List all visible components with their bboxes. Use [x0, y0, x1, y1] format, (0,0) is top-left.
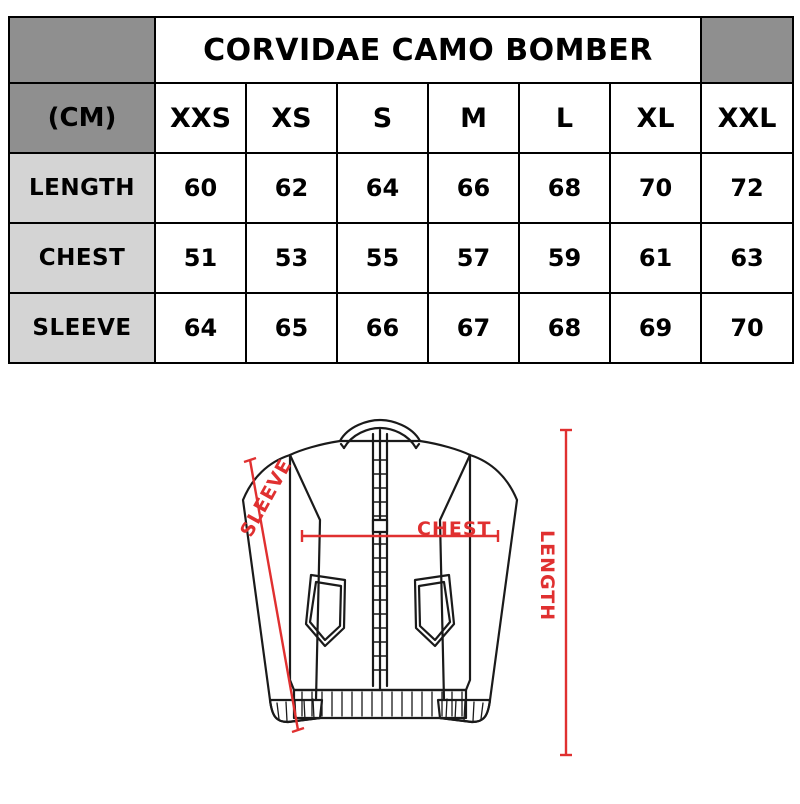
size-header-s: S: [337, 83, 428, 153]
measure-label-sleeve: SLEEVE: [236, 455, 297, 541]
cell-length-xl: 70: [610, 153, 701, 223]
cell-length-l: 68: [519, 153, 610, 223]
cell-chest-xxl: 63: [701, 223, 793, 293]
size-header-l: L: [519, 83, 610, 153]
cell-chest-xs: 53: [246, 223, 337, 293]
size-header-xxs: XXS: [155, 83, 246, 153]
row-label-length: LENGTH: [9, 153, 155, 223]
cell-chest-m: 57: [428, 223, 519, 293]
title-right-filler: [701, 17, 793, 83]
unit-label: (CM): [9, 83, 155, 153]
size-header-m: M: [428, 83, 519, 153]
cell-chest-xxs: 51: [155, 223, 246, 293]
measure-label-length: LENGTH: [536, 530, 558, 622]
cell-chest-xl: 61: [610, 223, 701, 293]
cell-sleeve-m: 67: [428, 293, 519, 363]
cell-sleeve-xxl: 70: [701, 293, 793, 363]
row-label-sleeve: SLEEVE: [9, 293, 155, 363]
size-chart-table-wrap: [8, 16, 792, 364]
row-label-chest: CHEST: [9, 223, 155, 293]
title-left-filler: [9, 17, 155, 83]
size-header-xxl: XXL: [701, 83, 793, 153]
cell-length-s: 64: [337, 153, 428, 223]
cell-sleeve-xl: 69: [610, 293, 701, 363]
cell-sleeve-l: 68: [519, 293, 610, 363]
cell-sleeve-xs: 65: [246, 293, 337, 363]
page-title: CORVIDAE CAMO BOMBER: [155, 17, 701, 83]
cell-length-m: 66: [428, 153, 519, 223]
jacket-illustration: [0, 400, 800, 800]
cell-chest-l: 59: [519, 223, 610, 293]
measure-label-chest: CHEST: [417, 518, 492, 540]
size-header-row: [9, 83, 793, 153]
bomber-jacket-icon: [0, 400, 800, 800]
cell-length-xxs: 60: [155, 153, 246, 223]
table-row: [9, 223, 793, 293]
cell-length-xxl: 72: [701, 153, 793, 223]
size-header-xs: XS: [246, 83, 337, 153]
cell-length-xs: 62: [246, 153, 337, 223]
cell-sleeve-xxs: 64: [155, 293, 246, 363]
table-row: [9, 153, 793, 223]
cell-chest-s: 55: [337, 223, 428, 293]
table-row: [9, 293, 793, 363]
size-header-xl: XL: [610, 83, 701, 153]
size-chart-table: [8, 16, 794, 364]
cell-sleeve-s: 66: [337, 293, 428, 363]
chart-title-row: [9, 17, 793, 83]
